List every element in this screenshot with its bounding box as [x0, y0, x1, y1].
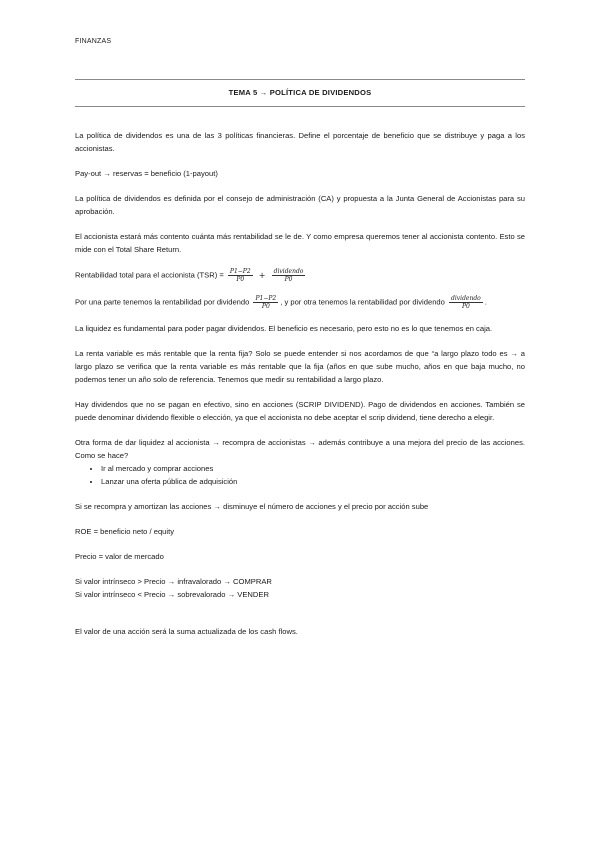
title-rule-bottom — [75, 106, 525, 107]
fraction-numerator: dividendo — [273, 268, 304, 275]
fraction-denominator: P0 — [461, 303, 470, 310]
list-item: • Ir al mercado y comprar acciones — [101, 462, 525, 475]
plus-sign: + — [258, 270, 266, 280]
list-item: • Lanzar una oferta pública de adquisición — [101, 475, 525, 488]
paragraph-4: El accionista estará más contento cuánta más rentabilidad se le de. Y como empresa queremos tener al accionista contento. Esto se mide con el Total Share Return. — [75, 232, 525, 254]
paragraph-14b: Si valor intrínseco < Precio → sobrevalorado → VENDER — [75, 590, 269, 599]
paragraph-10: Otra forma de dar liquidez al accionista → recompra de accionistas → además contribuye a una mejora del precio de las acciones. Como se hace? — [75, 438, 525, 460]
paragraph-13: Precio = valor de mercado — [75, 552, 164, 561]
bullet-list — [75, 462, 525, 488]
paragraph-9: Hay dividendos que no se pagan en efectivo, sino en acciones (SCRIP DIVIDEND). Pago de dividendos en acciones. También se puede denominar dividendo flexible o elección, ya que el accionista no debe aceptar el scrip dividend, tiene derecho a elegir. — [75, 400, 525, 422]
paragraph-6 — [75, 295, 525, 310]
fraction-numerator: P1−P2 — [229, 268, 251, 275]
fraction-dividend — [272, 268, 306, 283]
paragraph-12: ROE = beneficio neto / equity — [75, 527, 174, 536]
paragraph-8: La renta variable es más rentable que la renta fija? Solo se puede entender si nos acordamos de que “a largo plazo todo es → a largo plazo se verifica que la renta variable es más rentable que la fija (años en que sube mucho, años en que baja mucho, no podemos tener un año solo de referencia. Tenemos que medir su rentabilidad a largo plazo. — [75, 349, 525, 384]
fraction-numerator: P1−P2 — [255, 295, 277, 302]
tsr-formula — [75, 268, 525, 283]
fraction-denominator: P0 — [236, 276, 245, 283]
fraction-dividend — [449, 295, 483, 310]
paragraph-7: La liquidez es fundamental para poder pagar dividendos. El beneficio es necesario, pero esto no es lo que tenemos en caja. — [75, 324, 493, 333]
paragraph-14a: Si valor intrínseco > Precio → infravalorado → COMPRAR — [75, 577, 272, 586]
tsr-label: Rentabilidad total para el accionista (TSR) = — [75, 270, 224, 280]
fraction-denominator: P0 — [261, 303, 270, 310]
page-title: TEMA 5 → POLÍTICA DE DIVIDENDOS — [228, 88, 372, 97]
paragraph-6-part-a: Por una parte tenemos la rentabilidad por dividendo — [75, 297, 250, 307]
paragraph-6-part-b: , y por otra tenemos la rentabilidad por dividendo — [280, 297, 445, 307]
fraction-price-change — [253, 295, 278, 310]
paragraph-2: Pay-out → reservas = beneficio (1-payout) — [75, 169, 218, 178]
fraction-price-change — [228, 268, 253, 283]
paragraph-11: Si se recompra y amortizan las acciones → disminuye el número de acciones y el precio por acción sube — [75, 502, 429, 511]
fraction-numerator: dividendo — [451, 295, 481, 302]
paragraph-3: La política de dividendos es definida por el consejo de administración (CA) y propuesta a la Junta General de Accionistas para su aprobación. — [75, 194, 525, 216]
paragraph-6-end: . — [484, 297, 487, 307]
paragraph-15: El valor de una acción será la suma actualizada de los cash flows. — [75, 627, 298, 636]
title-rule-top — [75, 79, 525, 80]
fraction-denominator: P0 — [284, 276, 293, 283]
document-body — [75, 129, 525, 650]
header-label: FINANZAS — [75, 38, 112, 45]
paragraph-1: La política de dividendos es una de las 3 políticas financieras. Define el porcentaje de beneficio que se distribuye y paga a los accionistas. — [75, 131, 525, 153]
